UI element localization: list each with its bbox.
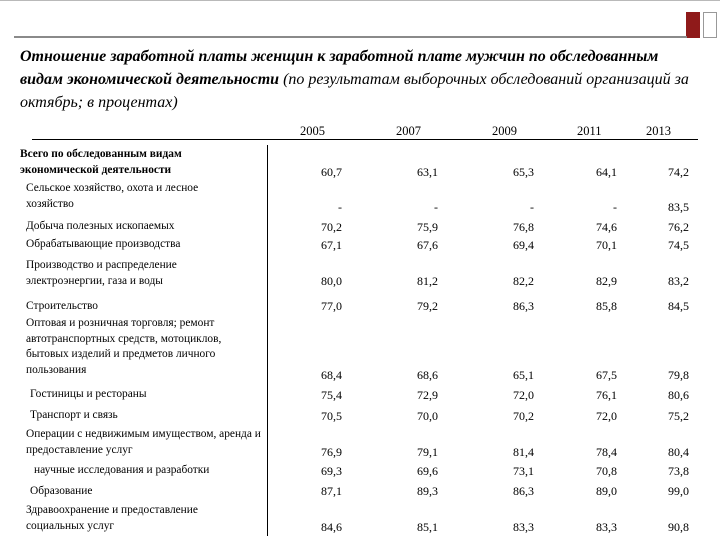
cell-value: 76,9 bbox=[321, 445, 342, 459]
cell-value: 63,1 bbox=[417, 165, 438, 179]
cell-value: 85,8 bbox=[596, 299, 617, 313]
cell-value: 84,6 bbox=[321, 520, 342, 534]
cell-value: 69,3 bbox=[321, 464, 342, 478]
row-label: Транспорт и связь bbox=[30, 409, 118, 421]
cell-value: 82,9 bbox=[596, 274, 617, 288]
cell-value: 83,5 bbox=[668, 200, 689, 214]
cell-value: 75,9 bbox=[417, 220, 438, 234]
row-label: Строительство bbox=[26, 300, 98, 312]
cell-value: 69,6 bbox=[417, 464, 438, 478]
cell-value: 99,0 bbox=[668, 484, 689, 498]
row-label: Всего по обследованным видам экономической деятельности bbox=[20, 148, 182, 176]
cell-value: 87,1 bbox=[321, 484, 342, 498]
cell-value: 89,0 bbox=[596, 484, 617, 498]
cell-value: 65,3 bbox=[513, 165, 534, 179]
column-divider bbox=[267, 145, 268, 536]
title-rule bbox=[14, 36, 687, 38]
row-label: Здравоохранение и предоставление социальных услуг bbox=[26, 504, 198, 532]
slide-title bbox=[20, 45, 690, 114]
cell-value: 72,0 bbox=[513, 388, 534, 402]
cell-value: 67,6 bbox=[417, 238, 438, 252]
year-header: 2011 bbox=[577, 124, 602, 138]
cell-value: 75,2 bbox=[668, 409, 689, 423]
decor-square-red bbox=[686, 12, 700, 38]
row-label: Гостиницы и рестораны bbox=[30, 388, 147, 400]
cell-value: 83,2 bbox=[668, 274, 689, 288]
row-label: Операции с недвижимым имуществом, аренда и предоставление услуг bbox=[26, 428, 261, 456]
cell-value: 60,7 bbox=[321, 165, 342, 179]
cell-value: 81,2 bbox=[417, 274, 438, 288]
cell-value: 80,0 bbox=[321, 274, 342, 288]
cell-value: 86,3 bbox=[513, 299, 534, 313]
cell-value: 72,9 bbox=[417, 388, 438, 402]
cell-value: 80,4 bbox=[668, 445, 689, 459]
cell-value: - bbox=[434, 200, 438, 214]
cell-value: 84,5 bbox=[668, 299, 689, 313]
cell-value: - bbox=[530, 200, 534, 214]
header-rule bbox=[32, 139, 698, 140]
cell-value: 79,8 bbox=[668, 368, 689, 382]
row-label: Сельское хозяйство, охота и лесное хозяйство bbox=[26, 182, 199, 210]
cell-value: 70,0 bbox=[417, 409, 438, 423]
cell-value: 68,6 bbox=[417, 368, 438, 382]
cell-value: 75,4 bbox=[321, 388, 342, 402]
cell-value: 89,3 bbox=[417, 484, 438, 498]
cell-value: 76,8 bbox=[513, 220, 534, 234]
cell-value: 90,8 bbox=[668, 520, 689, 534]
title-main: Отношение заработной платы женщин к заработной плате мужчин по обследованным видам экономической деятельности bbox=[20, 48, 659, 88]
top-border bbox=[0, 0, 720, 1]
row-label: Производство и распределение электроэнергии, газа и воды bbox=[26, 259, 177, 287]
row-label: Образование bbox=[30, 485, 93, 497]
year-header: 2009 bbox=[492, 124, 517, 138]
title-note: (по результатам выборочных обследований организаций за октябрь; в процентах) bbox=[20, 71, 689, 111]
decor-square-white bbox=[703, 12, 717, 38]
row-label: научные исследования и разработки bbox=[34, 464, 210, 476]
cell-value: 81,4 bbox=[513, 445, 534, 459]
cell-value: 85,1 bbox=[417, 520, 438, 534]
row-label: Обрабатывающие производства bbox=[26, 238, 181, 250]
cell-value: 86,3 bbox=[513, 484, 534, 498]
cell-value: 76,2 bbox=[668, 220, 689, 234]
cell-value: 73,8 bbox=[668, 464, 689, 478]
cell-value: 73,1 bbox=[513, 464, 534, 478]
cell-value: - bbox=[613, 200, 617, 214]
cell-value: 74,5 bbox=[668, 238, 689, 252]
row-label: Добыча полезных ископаемых bbox=[26, 220, 175, 232]
cell-value: 83,3 bbox=[513, 520, 534, 534]
cell-value: 67,1 bbox=[321, 238, 342, 252]
cell-value: 76,1 bbox=[596, 388, 617, 402]
cell-value: 70,5 bbox=[321, 409, 342, 423]
cell-value: 69,4 bbox=[513, 238, 534, 252]
year-header: 2007 bbox=[396, 124, 421, 138]
cell-value: 65,1 bbox=[513, 368, 534, 382]
cell-value: - bbox=[338, 200, 342, 214]
year-header: 2005 bbox=[300, 124, 325, 138]
cell-value: 80,6 bbox=[668, 388, 689, 402]
year-header: 2013 bbox=[646, 124, 671, 138]
cell-value: 74,2 bbox=[668, 165, 689, 179]
cell-value: 70,1 bbox=[596, 238, 617, 252]
cell-value: 70,2 bbox=[321, 220, 342, 234]
cell-value: 79,2 bbox=[417, 299, 438, 313]
cell-value: 68,4 bbox=[321, 368, 342, 382]
row-label: Оптовая и розничная торговля; ремонт автотранспортных средств, мотоциклов, бытовых изделий и предметов личного пользования bbox=[26, 317, 222, 376]
cell-value: 83,3 bbox=[596, 520, 617, 534]
cell-value: 70,8 bbox=[596, 464, 617, 478]
cell-value: 67,5 bbox=[596, 368, 617, 382]
cell-value: 72,0 bbox=[596, 409, 617, 423]
cell-value: 70,2 bbox=[513, 409, 534, 423]
cell-value: 82,2 bbox=[513, 274, 534, 288]
cell-value: 79,1 bbox=[417, 445, 438, 459]
cell-value: 77,0 bbox=[321, 299, 342, 313]
cell-value: 64,1 bbox=[596, 165, 617, 179]
cell-value: 74,6 bbox=[596, 220, 617, 234]
cell-value: 78,4 bbox=[596, 445, 617, 459]
